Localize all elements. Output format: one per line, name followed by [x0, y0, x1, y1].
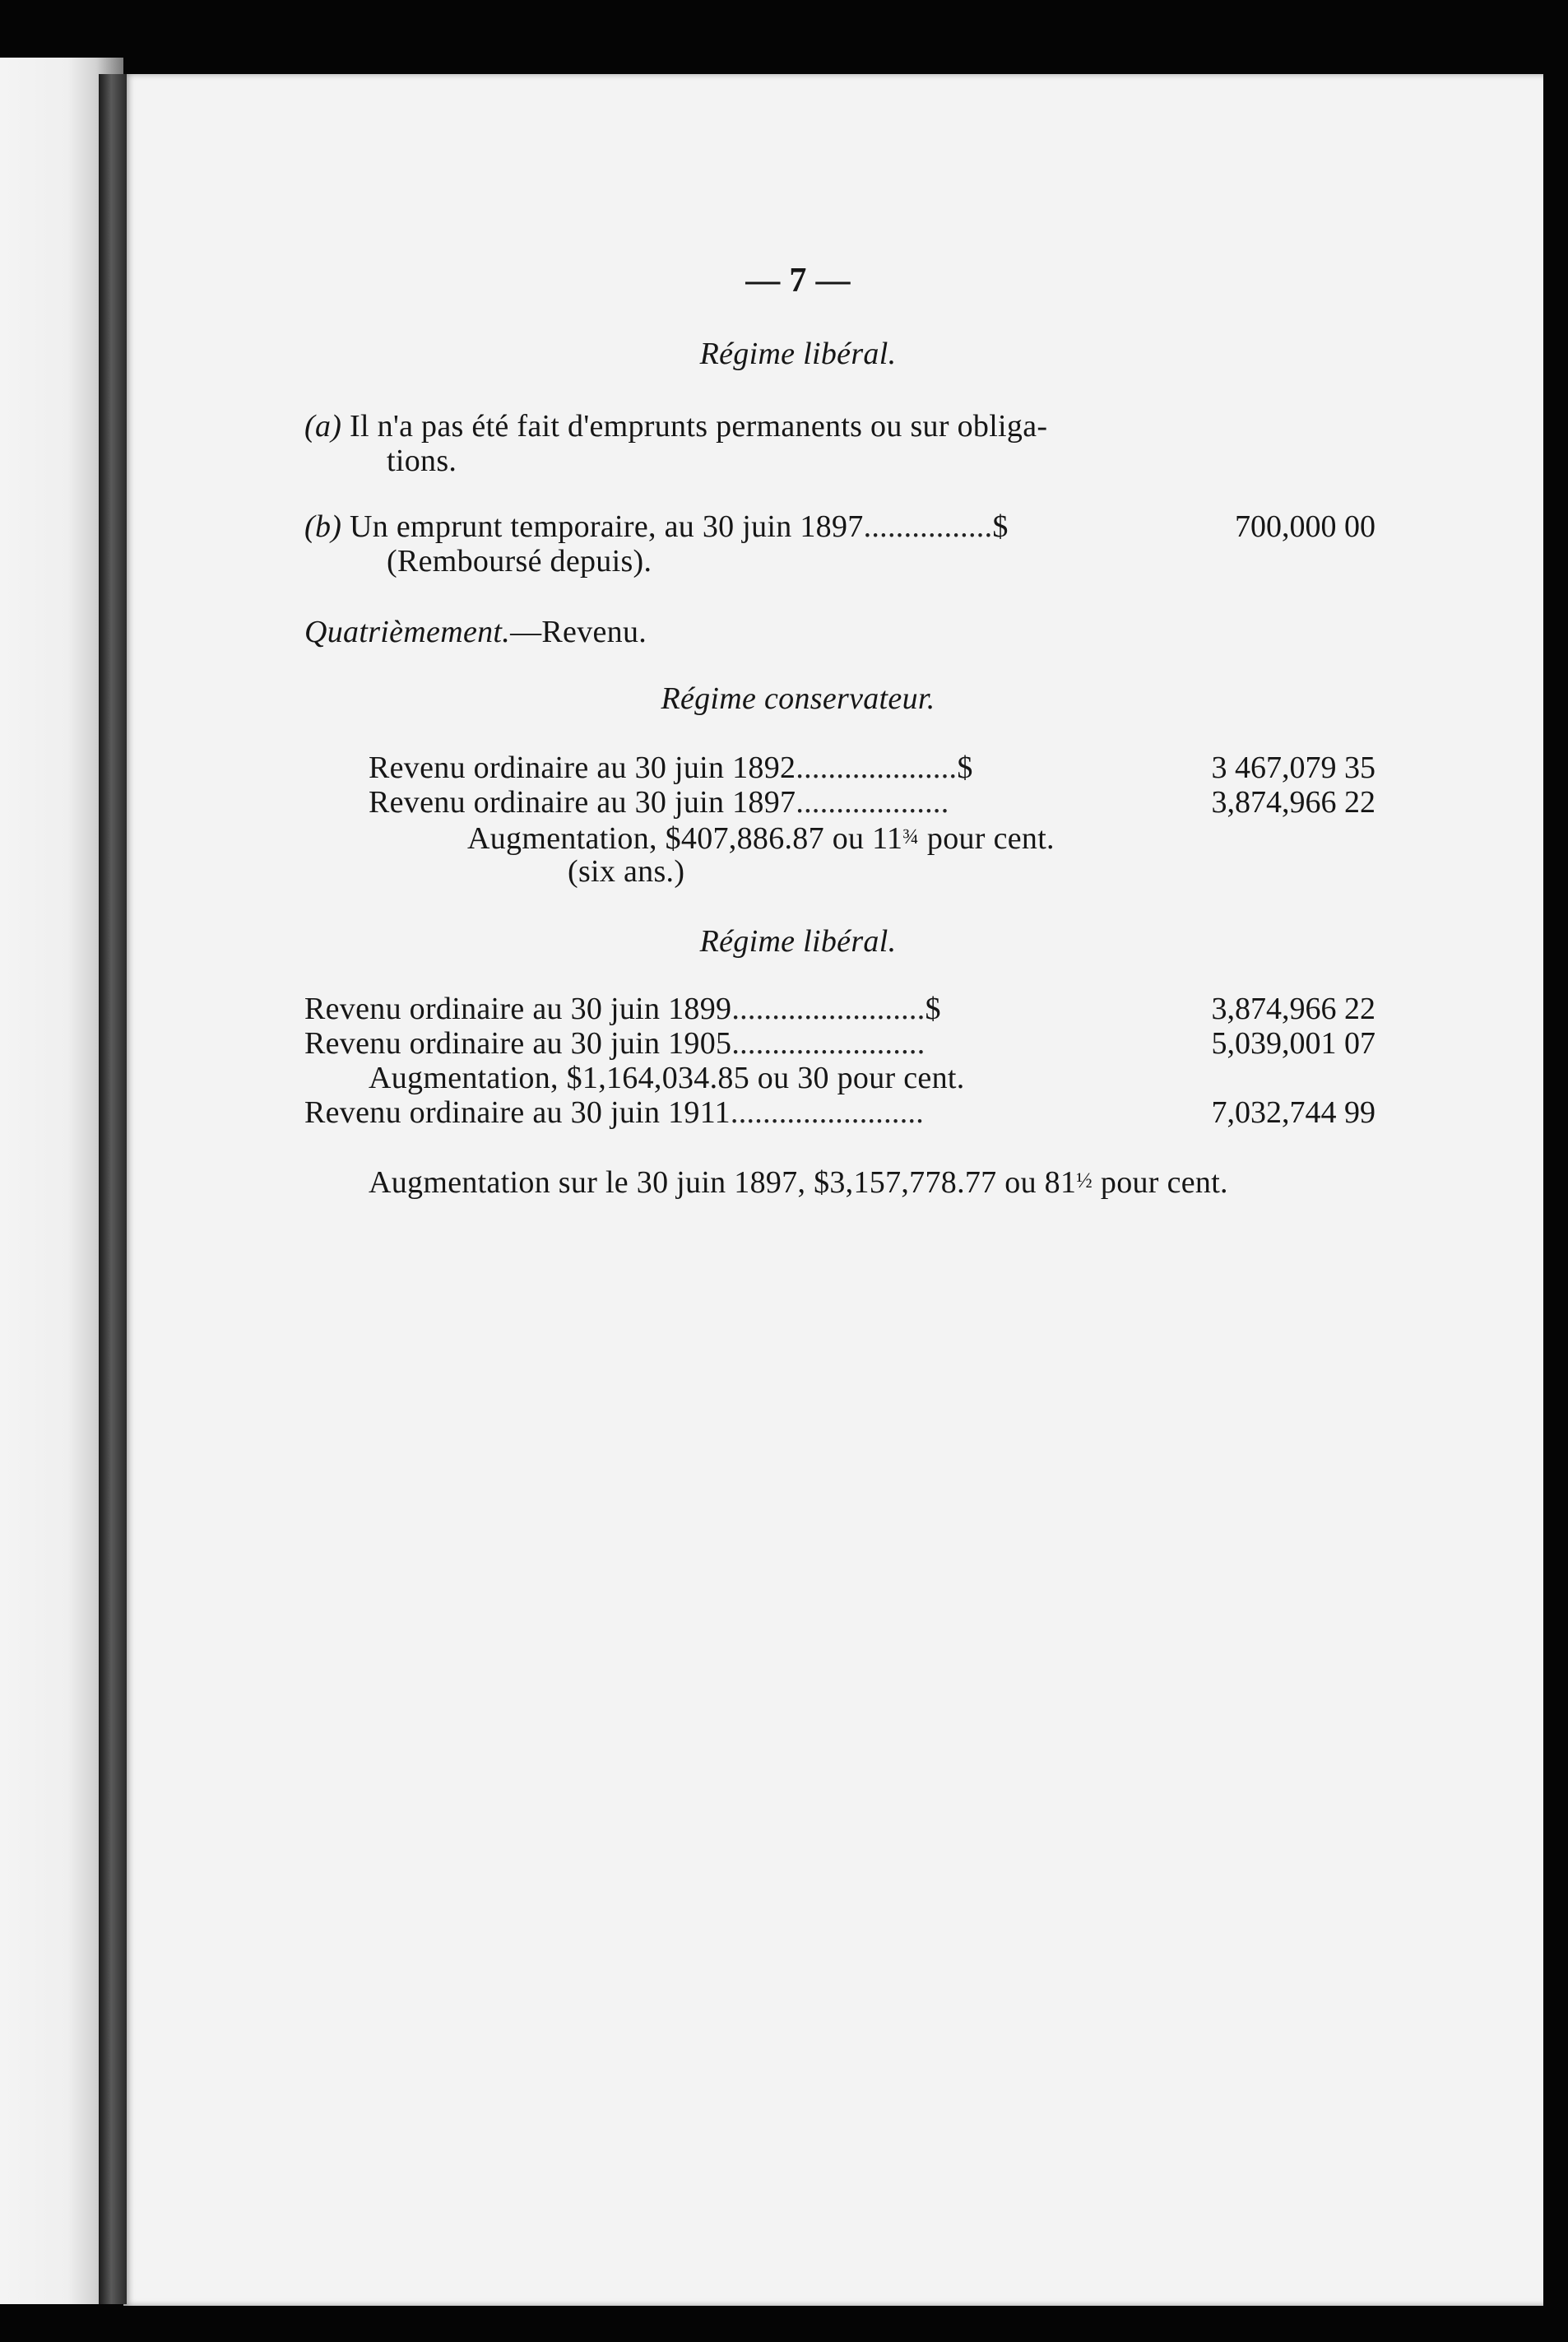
liberal-augmentation: Augmentation, $1,164,034.85 ou 30 pour cent.	[369, 1061, 965, 1095]
item-a-label: (a)	[304, 409, 342, 444]
liberal-row-1899	[304, 990, 941, 1028]
conservateur-note: (six ans.)	[568, 854, 685, 889]
final-fraction: ½	[1076, 1169, 1093, 1192]
book-spine	[99, 74, 127, 2304]
section-heading-conservateur: Régime conservateur.	[661, 681, 935, 716]
row-currency: $	[957, 750, 973, 785]
augmentation-suffix: pour cent.	[919, 821, 1055, 856]
item-b-text: Un emprunt temporaire, au 30 juin 1897	[350, 509, 864, 544]
final-augmentation	[369, 1162, 1228, 1201]
row-dots: ........................	[731, 992, 925, 1026]
conservateur-augmentation	[467, 818, 1055, 857]
augmentation-fraction: ¾	[902, 825, 920, 848]
item-b-line	[304, 508, 1009, 546]
row-text: Revenu ordinaire au 30 juin 1905	[304, 1026, 732, 1061]
conservateur-row-1892	[369, 749, 973, 787]
liberal-amount-1905: 5,039,001 07	[1211, 1026, 1375, 1061]
row-text: Revenu ordinaire au 30 juin 1897	[369, 785, 796, 820]
augmentation-text: Augmentation, $407,886.87 ou 11	[467, 821, 903, 856]
final-text: Augmentation sur le 30 juin 1897, $3,157,778.77 ou 81	[369, 1165, 1077, 1200]
item-a-text: Il n'a pas été fait d'emprunts permanents ou sur obliga-	[350, 409, 1048, 444]
row-dots: ........................	[731, 1026, 925, 1061]
quatriemement-rest: —Revenu.	[510, 615, 647, 649]
item-b-dots: ................	[863, 509, 993, 544]
item-a-line2: tions.	[387, 444, 457, 478]
item-b-currency: $	[992, 509, 1009, 544]
item-b-note: (Remboursé depuis).	[387, 544, 652, 579]
liberal-amount-1911: 7,032,744 99	[1211, 1095, 1375, 1130]
page-number: — 7 —	[745, 262, 851, 300]
liberal-amount-1899: 3,874,966 22	[1211, 992, 1375, 1026]
section-heading-liberal: Régime libéral.	[699, 337, 897, 371]
liberal-row-1911	[304, 1094, 924, 1132]
row-dots: ........................	[730, 1095, 925, 1130]
row-text: Revenu ordinaire au 30 juin 1899	[304, 992, 732, 1026]
section-heading-liberal-2: Régime libéral.	[699, 924, 897, 959]
row-text: Revenu ordinaire au 30 juin 1892	[369, 750, 796, 785]
row-text: Revenu ordinaire au 30 juin 1911	[304, 1095, 731, 1130]
row-dots: ....................	[796, 750, 958, 785]
row-currency: $	[925, 992, 941, 1026]
final-suffix: pour cent.	[1092, 1165, 1228, 1200]
item-b-label: (b)	[304, 509, 342, 544]
liberal-row-1905	[304, 1025, 925, 1062]
page-number-wrap	[716, 262, 880, 300]
conservateur-amount-1897: 3,874,966 22	[1211, 785, 1375, 820]
item-b-amount: 700,000 00	[1235, 509, 1375, 544]
quatriemement-heading	[304, 613, 647, 651]
conservateur-row-1897	[369, 783, 949, 821]
quatriemement-label: Quatrièmement.	[304, 615, 511, 649]
row-dots: ...................	[796, 785, 949, 820]
item-a-line1	[304, 407, 1047, 445]
conservateur-amount-1892: 3 467,079 35	[1211, 750, 1375, 785]
